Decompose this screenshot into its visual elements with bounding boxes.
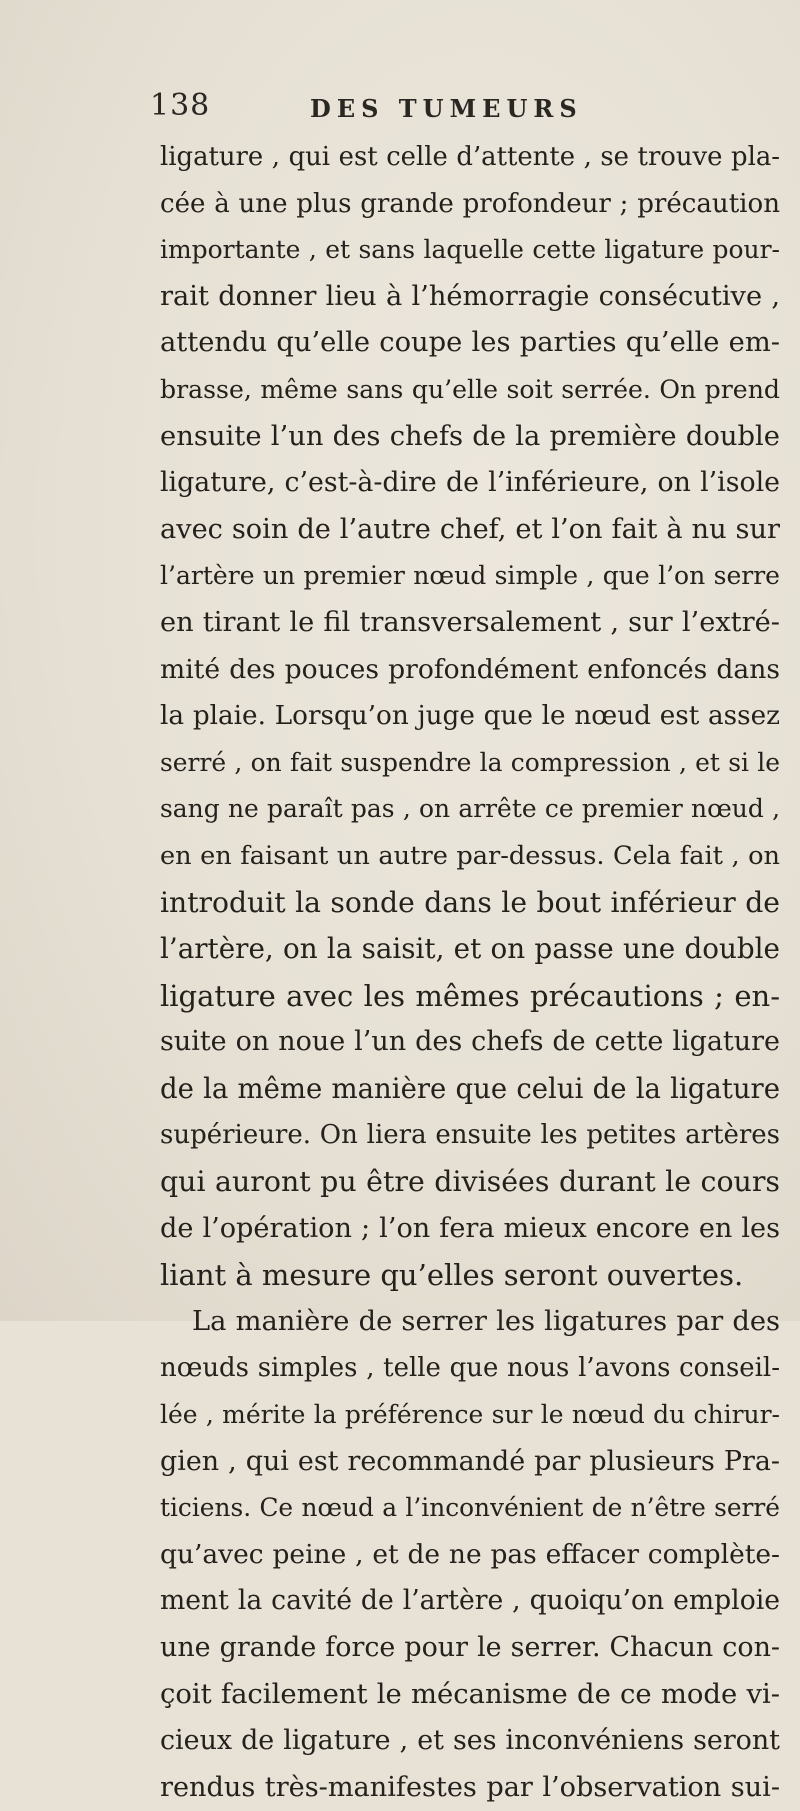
text-line: nœuds simples , telle que nous l’avons conseil-	[160, 1353, 780, 1384]
text-line: de la même manière que celui de la ligature	[160, 1072, 780, 1105]
text-line: cieux de ligature , et ses inconvéniens seront	[160, 1725, 780, 1757]
text-line: ligature avec les mêmes précautions ; en-	[160, 978, 780, 1013]
text-line: qu’avec peine , et de ne pas effacer complète-	[160, 1538, 780, 1570]
text-line: supérieure. On liera ensuite les petites artères	[160, 1120, 780, 1151]
text-line: ticiens. Ce nœud a l’inconvénient de n’être serré	[160, 1493, 780, 1523]
text-line: ment la cavité de l’artère , quoiqu’on emploie	[160, 1585, 780, 1617]
text-line: une grande force pour le serrer. Chacun con-	[160, 1632, 780, 1663]
text-line: ligature, c’est-à-dire de l’inférieure, on l’isole	[160, 467, 780, 499]
text-line: La manière de serrer les ligatures par des	[192, 1305, 780, 1337]
text-line: rendus très-manifestes par l’observation sui-	[160, 1771, 780, 1803]
text-line: de l’opération ; l’on fera mieux encore en les	[160, 1212, 780, 1244]
text-line: importante , et sans laquelle cette ligature pour-	[160, 235, 780, 265]
text-line: liant à mesure qu’elles seront ouvertes.	[160, 1258, 744, 1293]
body-text	[160, 134, 780, 1811]
text-line: avec soin de l’autre chef, et l’on fait à nu sur	[160, 513, 780, 545]
text-line: introduit la sonde dans le bout inférieur de	[160, 885, 780, 919]
text-line: serré , on fait suspendre la compression , et si le	[160, 747, 780, 777]
text-line: en tirant le fil transversalement , sur l’extré-	[160, 606, 780, 638]
text-line: rait donner lieu à l’hémorragie consécutive ,	[160, 280, 780, 312]
text-line: mité des pouces profondément enfoncés dans	[160, 653, 780, 685]
text-line: l’artère un premier nœud simple , que l’on serre	[160, 561, 780, 591]
text-line: l’artère, on la saisit, et on passe une double	[160, 932, 780, 966]
page-header	[150, 88, 770, 128]
text-line: qui auront pu être divisées durant le cours	[160, 1165, 780, 1199]
text-line: brasse, même sans qu’elle soit serrée. On prend	[160, 374, 780, 404]
text-line: çoit facilement le mécanisme de ce mode vi-	[160, 1678, 780, 1710]
text-line: ensuite l’un des chefs de la première double	[160, 420, 780, 452]
page-number: 138	[150, 88, 211, 123]
text-line: attendu qu’elle coupe les parties qu’elle em-	[160, 327, 780, 359]
text-line: gien , qui est recommandé par plusieurs Pra-	[160, 1445, 780, 1477]
text-line: cée à une plus grande profondeur ; précaution	[160, 188, 780, 219]
text-line: suite on noue l’un des chefs de cette ligature	[160, 1026, 780, 1058]
text-line: en en faisant un autre par-dessus. Cela fait , on	[160, 840, 780, 871]
text-line: ligature , qui est celle d’attente , se trouve pla-	[160, 142, 780, 172]
text-line: sang ne paraît pas , on arrête ce premier nœud ,	[160, 794, 780, 824]
text-line: la plaie. Lorsqu’on juge que le nœud est assez	[160, 701, 780, 732]
running-head: DES TUMEURS	[310, 94, 583, 123]
text-line: lée , mérite la préférence sur le nœud du chirur-	[160, 1400, 780, 1430]
